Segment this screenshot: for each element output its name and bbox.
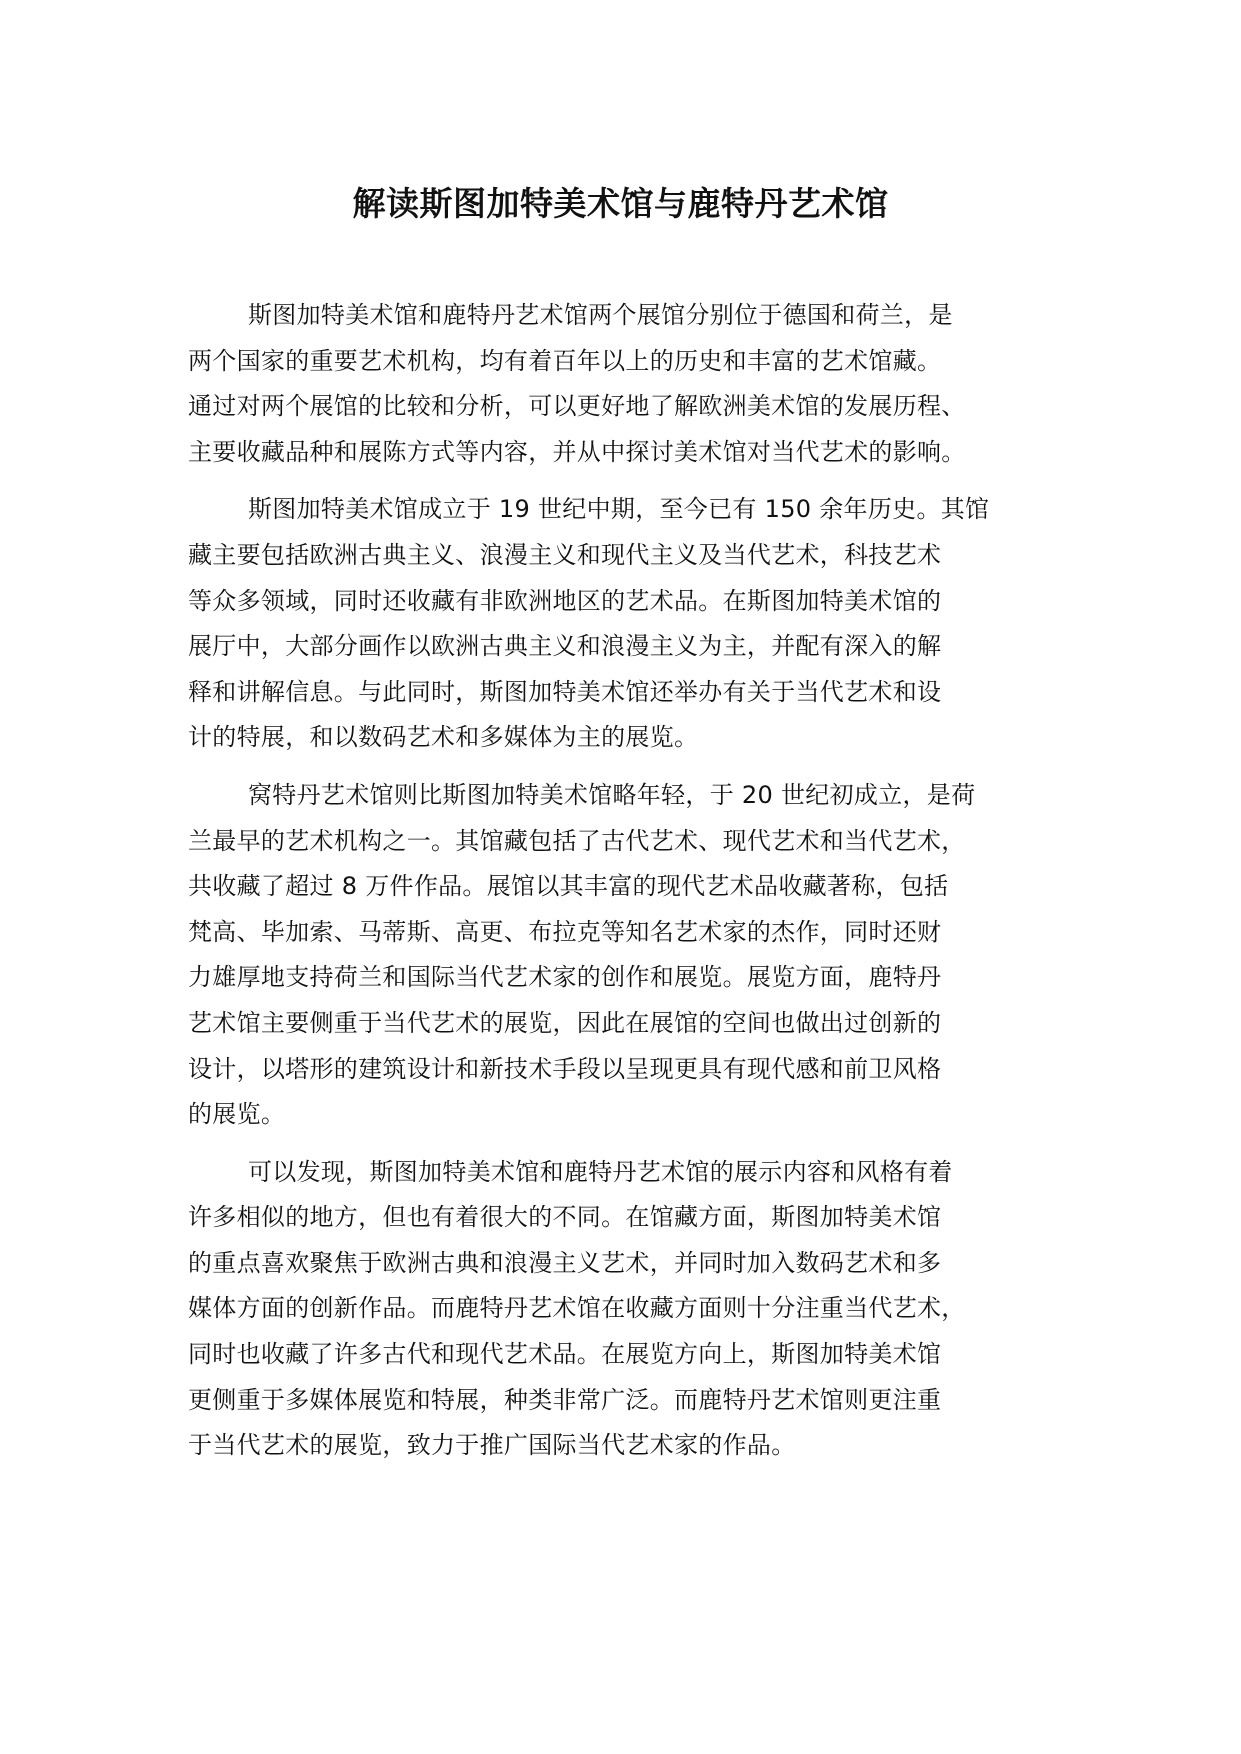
text-line: 两个国家的重要艺术机构，均有着百年以上的历史和丰富的艺术馆藏。 [188, 346, 942, 375]
text-line: 媒体方面的创新作品。而鹿特丹艺术馆在收藏方面则十分注重当代艺术， [188, 1294, 966, 1323]
text-line: 计的特展，和以数码艺术和多媒体为主的展览。 [188, 723, 699, 752]
text-line: 兰最早的艺术机构之一。其馆藏包括了古代艺术、现代艺术和当代艺术， [188, 826, 966, 855]
text-line: 展厅中，大部分画作以欧洲古典主义和浪漫主义为主，并配有深入的解 [188, 632, 942, 661]
text-line: 窝特丹艺术馆则比斯图加特美术馆略年轻，于 20 世纪初成立，是荷 [248, 780, 976, 809]
text-line: 斯图加特美术馆成立于 19 世纪中期，至今已有 150 余年历史。其馆 [248, 495, 990, 524]
paragraph-3 [188, 773, 1088, 1138]
text-line: 许多相似的地方，但也有着很大的不同。在馆藏方面，斯图加特美术馆 [188, 1203, 942, 1232]
paragraph-1 [188, 293, 1088, 475]
paragraph-2 [188, 487, 1088, 761]
text-line: 设计，以塔形的建筑设计和新技术手段以呈现更具有现代感和前卫风格 [188, 1054, 942, 1083]
text-line: 共收藏了超过 8 万件作品。展馆以其丰富的现代艺术品收藏著称，包括 [188, 872, 949, 901]
document-title: 解读斯图加特美术馆与鹿特丹艺术馆 [352, 184, 889, 223]
paragraph-4 [188, 1150, 1088, 1469]
text-line: 于当代艺术的展览，致力于推广国际当代艺术家的作品。 [188, 1431, 796, 1460]
text-line: 梵高、毕加索、马蒂斯、高更、布拉克等知名艺术家的杰作，同时还财 [188, 917, 942, 946]
text-line: 艺术馆主要侧重于当代艺术的展览，因此在展馆的空间也做出过创新的 [188, 1008, 942, 1037]
text-line: 可以发现，斯图加特美术馆和鹿特丹艺术馆的展示内容和风格有着 [248, 1157, 953, 1186]
text-line: 通过对两个展馆的比较和分析，可以更好地了解欧洲美术馆的发展历程、 [188, 392, 966, 421]
text-line: 释和讲解信息。与此同时，斯图加特美术馆还举办有关于当代艺术和设 [188, 677, 942, 706]
text-line: 斯图加特美术馆和鹿特丹艺术馆两个展馆分别位于德国和荷兰，是 [248, 301, 953, 329]
text-line: 的重点喜欢聚焦于欧洲古典和浪漫主义艺术，并同时加入数码艺术和多 [188, 1248, 942, 1277]
document-body [188, 293, 1088, 1481]
text-line: 等众多领域，同时还收藏有非欧洲地区的艺术品。在斯图加特美术馆的 [188, 586, 942, 615]
text-line: 更侧重于多媒体展览和特展，种类非常广泛。而鹿特丹艺术馆则更注重 [188, 1385, 942, 1414]
text-line: 同时也收藏了许多古代和现代艺术品。在展览方向上，斯图加特美术馆 [188, 1340, 942, 1369]
text-line: 力雄厚地支持荷兰和国际当代艺术家的创作和展览。展览方面，鹿特丹 [188, 963, 942, 992]
text-line: 的展览。 [188, 1100, 286, 1129]
text-line: 藏主要包括欧洲古典主义、浪漫主义和现代主义及当代艺术，科技艺术 [188, 540, 942, 569]
text-line: 主要收藏品种和展陈方式等内容，并从中探讨美术馆对当代艺术的影响。 [188, 437, 966, 466]
